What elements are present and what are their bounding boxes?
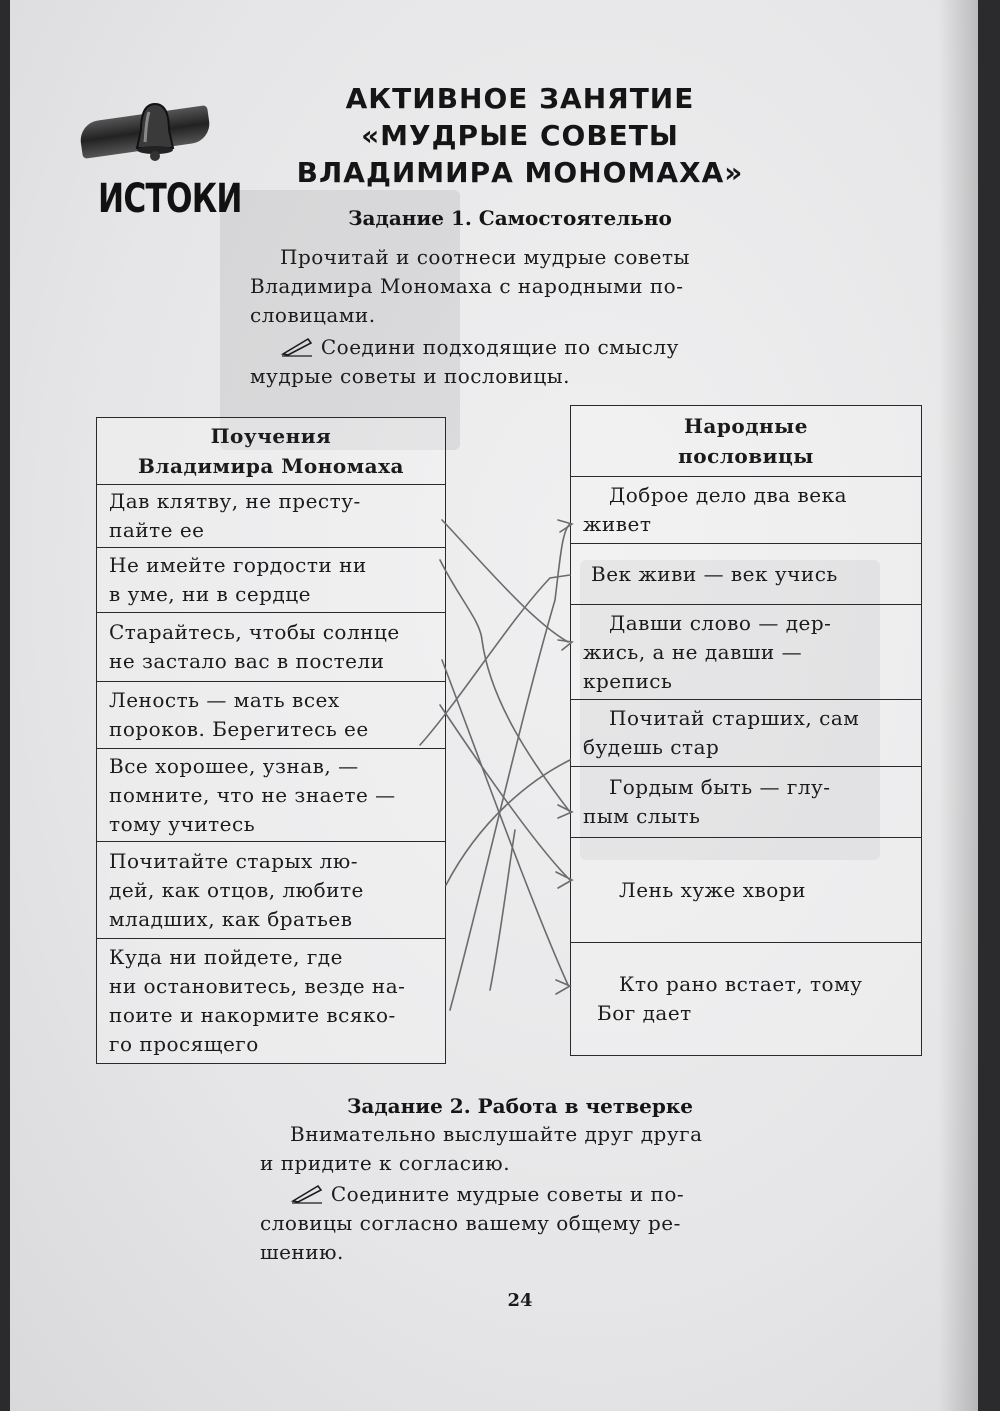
teaching-line: Леность — мать всех bbox=[109, 688, 340, 712]
action-line: Соедините мудрые советы и по- bbox=[330, 1182, 685, 1206]
teaching-line: го просящего bbox=[109, 1032, 259, 1056]
workbook-page bbox=[10, 0, 978, 1411]
title-line: АКТИВНОЕ ЗАНЯТИЕ bbox=[345, 82, 695, 115]
matching-line bbox=[450, 524, 570, 1010]
proverb-line: Давши слово — дер- bbox=[609, 610, 832, 635]
teaching-line: младших, как братьев bbox=[109, 906, 353, 931]
teaching-line: Старайтесь, чтобы солнце bbox=[109, 620, 400, 644]
teaching-line: Куда ни пойдете, где bbox=[109, 945, 343, 969]
instruction-line: Прочитай и соотнеси мудрые советы bbox=[280, 245, 690, 269]
page-number: 24 bbox=[507, 1290, 533, 1311]
title-line: «МУДРЫЕ СОВЕТЫ bbox=[361, 119, 679, 152]
proverb-line: Бог дает bbox=[597, 1001, 692, 1025]
matching-line bbox=[490, 830, 515, 990]
action-line: мудрые советы и пословицы. bbox=[250, 364, 570, 388]
teaching-line: пороков. Берегитесь ее bbox=[109, 717, 369, 741]
matching-line bbox=[442, 660, 568, 985]
action-line: словицы согласно вашему общему ре- bbox=[260, 1211, 681, 1235]
action-line: Соедини подходящие по смыслу bbox=[320, 335, 679, 359]
instruction-line: Владимира Мономаха с народными по- bbox=[250, 274, 684, 298]
logo-text: ИСТОКИ bbox=[98, 176, 242, 222]
teaching-line: пайте ее bbox=[109, 518, 205, 542]
proverb-line: Гордым быть — глу- bbox=[609, 775, 831, 799]
header-line: Поучения bbox=[210, 424, 332, 448]
action-line: шению. bbox=[260, 1240, 344, 1264]
teaching-line: Почитайте старых лю- bbox=[109, 848, 359, 873]
proverb-line: пым слыть bbox=[583, 804, 701, 828]
matching-line bbox=[440, 560, 570, 812]
proverb-line: Кто рано встает, тому bbox=[619, 972, 863, 996]
teaching-line: Все хорошее, узнав, — bbox=[109, 753, 359, 778]
teaching-line: Дав клятву, не престу- bbox=[109, 489, 361, 513]
header-line: пословицы bbox=[678, 444, 814, 468]
task2-action bbox=[260, 1180, 780, 1267]
task1-heading: Задание 1. Самостоятельно bbox=[348, 206, 672, 230]
title-line: ВЛАДИМИРА МОНОМАХА» bbox=[296, 156, 744, 189]
teaching-line: дей, как отцов, любите bbox=[109, 877, 364, 902]
task2-instruction bbox=[260, 1120, 780, 1178]
teaching-line: тому учитесь bbox=[109, 811, 256, 836]
teaching-line: поите и накормите всяко- bbox=[109, 1003, 396, 1027]
teaching-line: помните, что не знаете — bbox=[109, 782, 396, 807]
proverb-line: крепись bbox=[583, 668, 673, 693]
instruction-line: словицами. bbox=[250, 303, 376, 327]
header-line: Владимира Мономаха bbox=[138, 454, 404, 478]
proverb-line: Почитай старших, сам bbox=[609, 706, 860, 730]
matching-line bbox=[558, 640, 572, 650]
matching-line bbox=[556, 980, 570, 994]
instruction-line: и придите к согласию. bbox=[260, 1151, 511, 1175]
teaching-line: не застало вас в постели bbox=[109, 649, 385, 673]
teaching-line: Не имейте гордости ни bbox=[109, 553, 367, 577]
matching-line bbox=[558, 520, 572, 532]
header-line: Народные bbox=[684, 414, 808, 438]
proverb-line: Доброе дело два века bbox=[609, 483, 848, 507]
teaching-line: ни остановитесь, везде на- bbox=[109, 974, 406, 998]
teaching-line: в уме, ни в сердце bbox=[109, 582, 311, 606]
pencil-icon bbox=[290, 1182, 324, 1204]
proverb-line: Век живи — век учись bbox=[591, 561, 838, 586]
proverb-line: жись, а не давши — bbox=[583, 639, 803, 664]
instruction-line: Внимательно выслушайте друг друга bbox=[290, 1122, 703, 1146]
proverb-line: Лень хуже хвори bbox=[619, 877, 806, 902]
task2-heading: Задание 2. Работа в четверке bbox=[346, 1094, 694, 1118]
proverb-line: живет bbox=[583, 512, 652, 536]
proverb-line: будешь стар bbox=[583, 735, 720, 759]
matching-line bbox=[558, 805, 572, 818]
